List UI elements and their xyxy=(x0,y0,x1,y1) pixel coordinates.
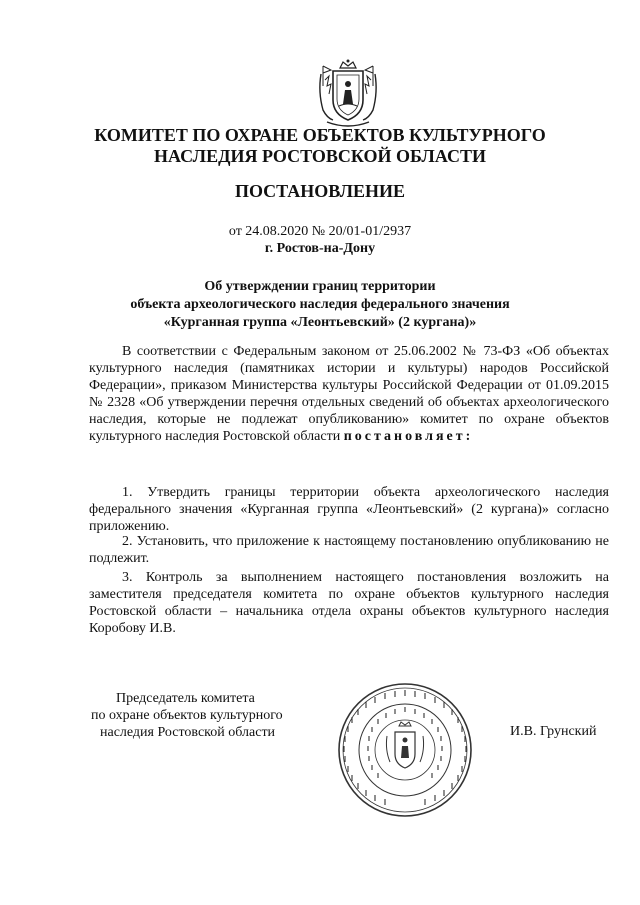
decree-item-1: 1. Утвердить границы территории объекта археологического наследия федерального значения «Курганная группа «Леонтьевский» (2 кургана)» согласно приложению. xyxy=(89,485,609,534)
document-type-title: ПОСТАНОВЛЕНИЕ xyxy=(234,181,406,201)
decree-item-2: 2. Установить, что приложение к настоящему постановлению опубликованию не подлежит. xyxy=(89,534,609,566)
decree-word: постановляет: xyxy=(343,429,474,444)
signatory-title-line3: наследия Ростовской области xyxy=(100,725,276,740)
official-round-seal-icon xyxy=(335,680,475,820)
preamble-paragraph xyxy=(89,343,609,445)
subject-line2: объекта археологического наследия федерального значения xyxy=(130,297,510,312)
organization-name-line2: НАСЛЕДИЯ РОСТОВСКОЙ ОБЛАСТИ xyxy=(154,146,486,166)
signatory-name: И.В. Грунский xyxy=(510,724,597,739)
document-city: г. Ростов-на-Дону xyxy=(264,241,376,256)
subject-line3: «Курганная группа «Леонтьевский» (2 кургана)» xyxy=(163,315,477,330)
preamble-text: В соответствии с Федеральным законом от 25.06.2002 № 73-ФЗ «Об объектах культурного наследия (памятниках истории и культуры) народов Российской Федерации», приказом Министерства культуры Российской Федерации от 01.09.2015 № 2328 «Об утверждении перечня отдельных сведений об объектах археологического наследия, которые не подлежат опубликованию» комитет по охране объектов культурного наследия Ростовской области xyxy=(89,344,609,444)
signatory-title-line2: по охране объектов культурного xyxy=(91,708,283,723)
subject-line1: Об утверждении границ территории xyxy=(204,279,436,294)
organization-name-line1: КОМИТЕТ ПО ОХРАНЕ ОБЪЕКТОВ КУЛЬТУРНОГО xyxy=(94,125,546,145)
coat-of-arms-emblem-icon xyxy=(315,58,381,130)
document-number-date: от 24.08.2020 № 20/01-01/2937 xyxy=(228,224,412,239)
decree-item-3: 3. Контроль за выполнением настоящего постановления возложить на заместителя председателя комитета по охране объектов культурного наследия Ростовской области – начальника отдела охраны объектов культурного наследия Коробову И.В. xyxy=(89,570,609,636)
signatory-title-line1: Председатель комитета xyxy=(116,691,255,706)
